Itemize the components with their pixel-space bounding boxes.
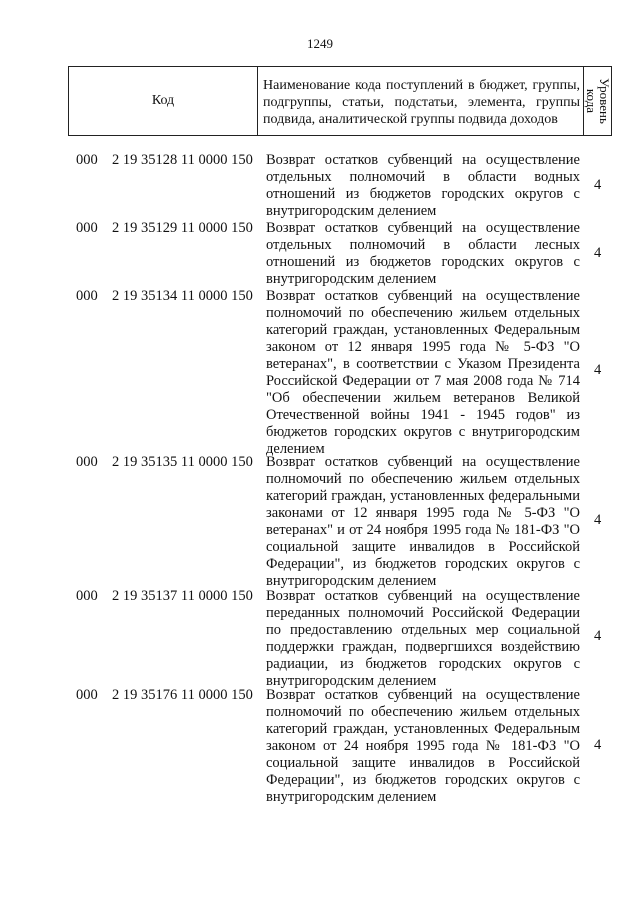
code-level: 4: [594, 512, 602, 528]
page-number: 1249: [307, 36, 333, 51]
admin-code: 000: [76, 588, 98, 604]
header-level: [584, 67, 612, 136]
header-name: Наименование кода поступлений в бюджет, группы, подгруппы, статьи, подстатьи, элемента, группы подвида, аналитической группы подвида доходов: [258, 67, 584, 136]
header-code: Код: [69, 67, 258, 136]
revenue-code: 2 19 35134 11 0000 150: [112, 288, 253, 304]
code-level: 4: [594, 245, 602, 261]
revenue-name: Возврат остатков субвенций на осуществление полномочий по обеспечению жильем отдельных категорий граждан, установленных федеральными законами от 12 января 1995 года № 5-ФЗ "О ветеранах" и от 24 ноября 1995 года № 181-ФЗ "О социальной защите инвалидов в Российской Федерации", из бюджетов городских округов с внутригородским делением: [266, 454, 580, 589]
revenue-code: 2 19 35128 11 0000 150: [112, 152, 253, 168]
code-level: 4: [594, 628, 602, 644]
admin-code: 000: [76, 687, 98, 703]
revenue-name: Возврат остатков субвенций на осуществление отдельных полномочий в области водных отношений из бюджетов городских округов с внутригородским делением: [266, 152, 580, 219]
revenue-name: Возврат остатков субвенций на осуществление отдельных полномочий в области лесных отношений из бюджетов городских округов с внутригородским делением: [266, 220, 580, 287]
table-header: [68, 66, 612, 136]
admin-code: 000: [76, 288, 98, 304]
revenue-name: Возврат остатков субвенций на осуществление полномочий по обеспечению жильем отдельных категорий граждан, установленных Федеральным законом от 24 ноября 1995 года № 181-ФЗ "О социальной защите инвалидов в Российской Федерации", из бюджетов городских округов с внутригородским делением: [266, 687, 580, 805]
revenue-code: 2 19 35137 11 0000 150: [112, 588, 253, 604]
header-level-line2: кода: [583, 88, 599, 114]
admin-code: 000: [76, 454, 98, 470]
revenue-name: Возврат остатков субвенций на осуществление переданных полномочий Российской Федерации по предоставлению отдельных мер социальной поддержки граждан, подвергшихся воздействию радиации, из бюджетов городских округов с внутригородским делением: [266, 588, 580, 689]
header-level-line1: Уровень: [596, 78, 612, 124]
code-level: 4: [594, 177, 602, 193]
revenue-code: 2 19 35176 11 0000 150: [112, 687, 253, 703]
code-level: 4: [594, 737, 602, 753]
admin-code: 000: [76, 220, 98, 236]
revenue-name: Возврат остатков субвенций на осуществление полномочий по обеспечению жильем отдельных категорий граждан, установленных Федеральным законом от 12 января 1995 года № 5-ФЗ "О ветеранах", в соответствии с Указом Президента Российской Федерации от 7 мая 2008 года № 714 "Об обеспечении жильем ветеранов Великой Отечественной войны 1941 - 1945 годов" из бюджетов городских округов с внутригородским делением: [266, 288, 580, 457]
admin-code: 000: [76, 152, 98, 168]
code-level: 4: [594, 362, 602, 378]
revenue-code: 2 19 35129 11 0000 150: [112, 220, 253, 236]
revenue-code: 2 19 35135 11 0000 150: [112, 454, 253, 470]
